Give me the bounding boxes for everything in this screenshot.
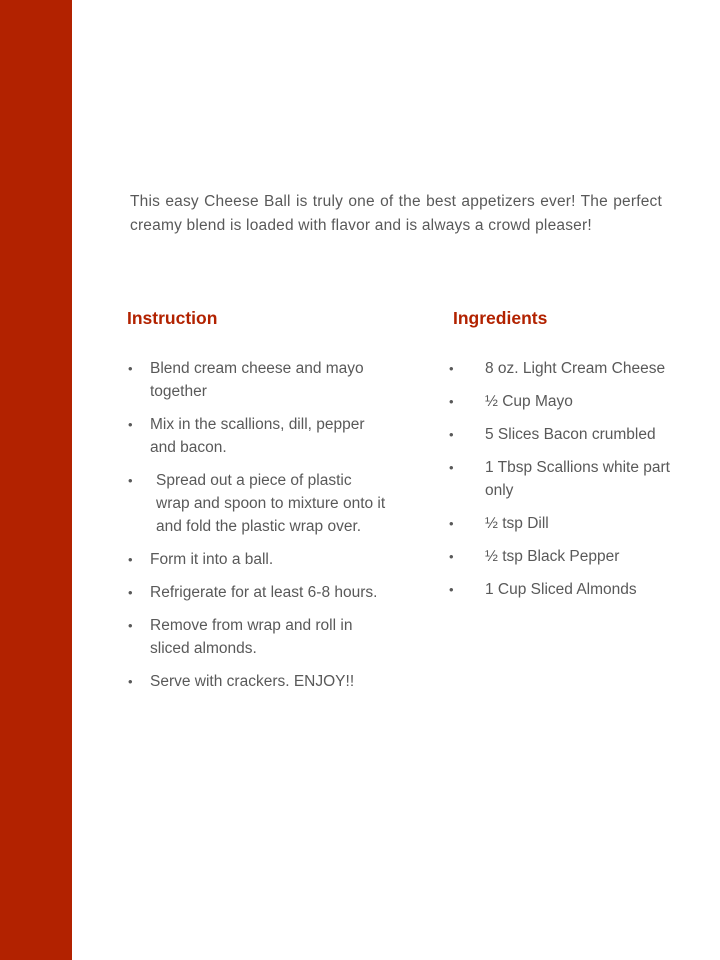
instruction-text: Remove from wrap and roll in sliced almonds. (150, 617, 353, 657)
bullet-icon: • (128, 585, 133, 600)
list-item (449, 423, 699, 446)
instruction-text: Blend cream cheese and mayo together (150, 360, 364, 400)
instructions-heading: Instruction (127, 308, 218, 328)
list-item (449, 578, 699, 601)
list-item (449, 456, 699, 502)
bullet-icon: • (128, 473, 133, 488)
instruction-text: Form it into a ball. (150, 551, 274, 568)
bullet-icon: • (449, 516, 454, 531)
bullet-icon: • (128, 552, 133, 567)
ingredient-text: 1 Tbsp Scallions white part only (485, 459, 670, 499)
bullet-icon: • (449, 582, 454, 597)
bullet-icon: • (449, 549, 454, 564)
ingredient-text: 5 Slices Bacon crumbled (485, 426, 656, 443)
instruction-text: Mix in the scallions, dill, pepper and bacon. (150, 416, 365, 456)
list-item (449, 390, 699, 413)
bullet-icon: • (128, 674, 133, 689)
bullet-icon: • (449, 394, 454, 409)
bullet-icon: • (449, 460, 454, 475)
bullet-icon: • (128, 361, 133, 376)
bullet-icon: • (128, 618, 133, 633)
ingredients-list (449, 357, 699, 611)
instructions-list (128, 357, 388, 703)
list-item (128, 469, 388, 538)
instruction-text: Refrigerate for at least 6-8 hours. (150, 584, 378, 601)
instruction-text: Serve with crackers. ENJOY!! (150, 673, 355, 690)
list-item (128, 581, 388, 604)
ingredient-text: ½ tsp Dill (485, 515, 549, 532)
list-item (449, 545, 699, 568)
bullet-icon: • (128, 417, 133, 432)
bullet-icon: • (449, 427, 454, 442)
list-item (128, 413, 388, 459)
instruction-text: Spread out a piece of plastic wrap and spoon to mixture onto it and fold the plastic wrap over. (156, 472, 386, 535)
list-item (128, 670, 388, 693)
ingredient-text: 1 Cup Sliced Almonds (485, 581, 637, 598)
side-accent-bar (0, 0, 72, 960)
ingredient-text: ½ tsp Black Pepper (485, 548, 620, 565)
list-item (128, 357, 388, 403)
ingredients-heading: Ingredients (453, 308, 548, 328)
intro-paragraph: This easy Cheese Ball is truly one of the best appetizers ever! The perfect creamy blend is loaded with flavor and is always a crowd pleaser! (130, 193, 662, 234)
bullet-icon: • (449, 361, 454, 376)
ingredient-text: ½ Cup Mayo (485, 393, 573, 410)
ingredient-text: 8 oz. Light Cream Cheese (485, 360, 666, 377)
list-item (128, 548, 388, 571)
list-item (128, 614, 388, 660)
list-item (449, 512, 699, 535)
list-item (449, 357, 699, 380)
